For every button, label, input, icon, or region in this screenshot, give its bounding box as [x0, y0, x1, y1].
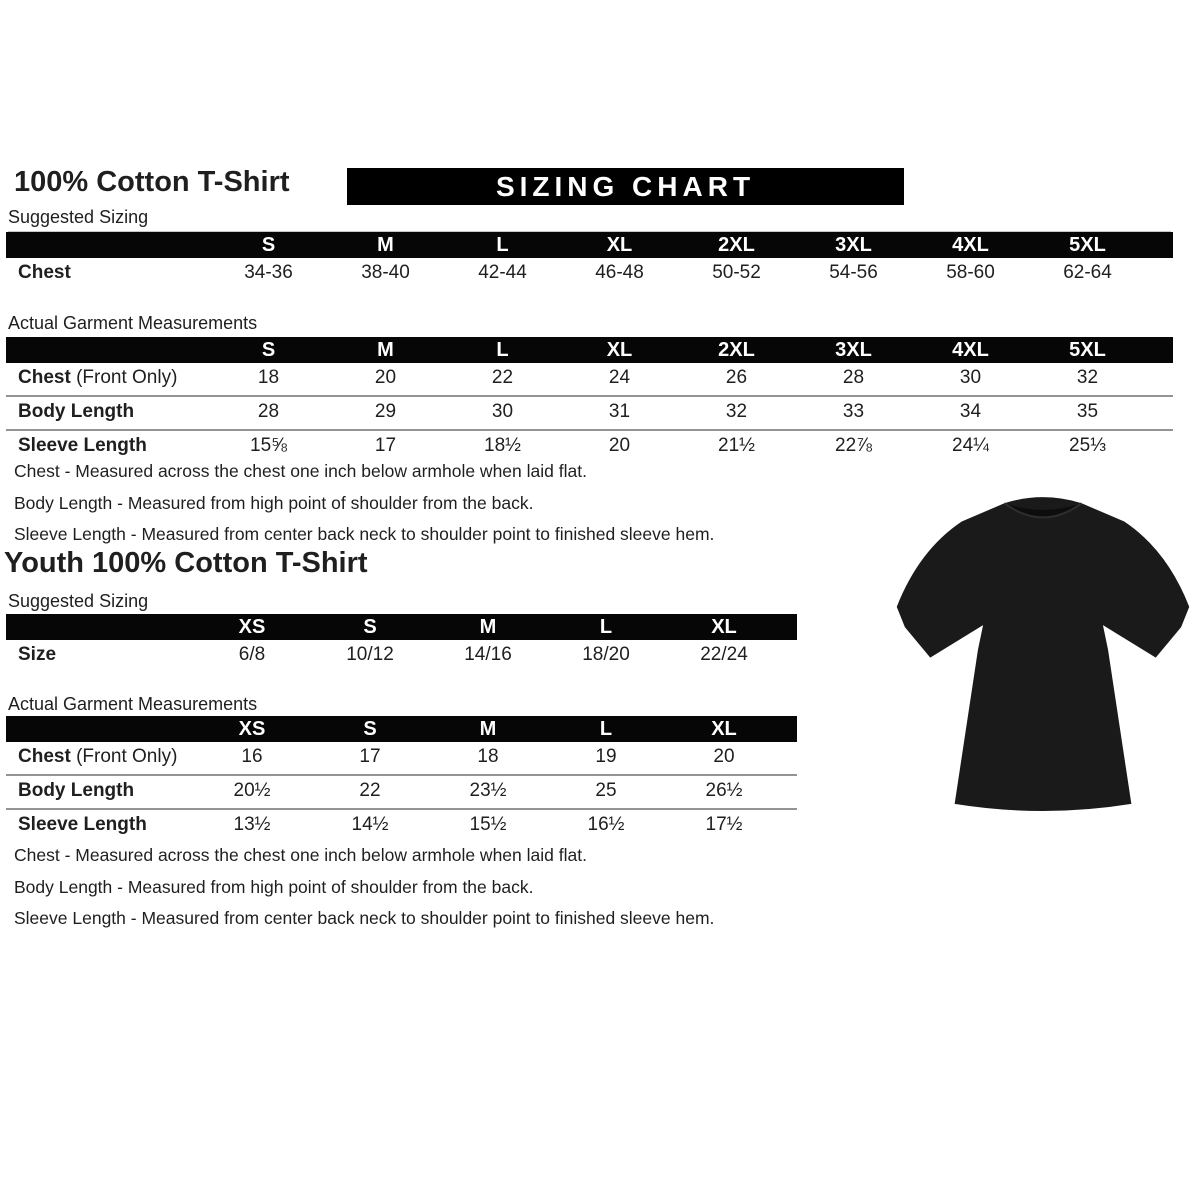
row-label-suffix: (Front Only): [70, 746, 178, 767]
measurement-cell: 31: [608, 401, 631, 422]
note-chest: Chest - Measured across the chest one inch below armhole when laid flat.: [14, 461, 587, 481]
row-pad: [783, 775, 797, 809]
header-corner: [6, 614, 193, 640]
size-column-header: XL: [561, 232, 678, 258]
measurement-cell: 23½: [469, 780, 507, 801]
size-column-header: M: [429, 614, 547, 640]
measurement-cell: 35: [1076, 401, 1099, 422]
row-pad: [783, 640, 797, 672]
table-row: [6, 258, 1173, 290]
table-row: [6, 396, 1173, 430]
measurement-cell: 17½: [705, 814, 743, 835]
size-column-header: S: [311, 614, 429, 640]
row-label-text: Chest: [18, 262, 71, 283]
measurement-cell: 18½: [484, 435, 521, 456]
measurement-cell: 18/20: [582, 644, 630, 665]
size-column-header: XL: [561, 337, 678, 363]
measurement-cell: 13½: [233, 814, 271, 835]
adult-measurement-notes: [14, 456, 714, 551]
size-column-header: 4XL: [912, 337, 1029, 363]
row-label-text: Body Length: [18, 401, 135, 422]
measurement-cell: 20: [374, 367, 397, 388]
measurement-cell: 20½: [233, 780, 271, 801]
header-pad: [1146, 232, 1173, 258]
size-column-header: M: [327, 232, 444, 258]
adult-garment-measurements-label: Actual Garment Measurements: [8, 313, 1171, 338]
measurement-cell: 58-60: [946, 262, 995, 283]
measurement-cell: 42-44: [478, 262, 527, 283]
adult-suggested-sizing-table: [6, 232, 1173, 290]
row-label-text: Sleeve Length: [18, 435, 147, 456]
measurement-cell: 17: [359, 746, 381, 767]
size-column-header: L: [444, 337, 561, 363]
size-column-header: 5XL: [1029, 337, 1146, 363]
header-corner: [6, 337, 210, 363]
row-label-text: Chest: [18, 746, 71, 767]
youth-garment-measurements-label: Actual Garment Measurements: [8, 694, 795, 719]
size-column-header: L: [444, 232, 561, 258]
row-label: [6, 258, 210, 290]
size-column-header: 2XL: [678, 232, 795, 258]
note-sleeve-length: Sleeve Length - Measured from center back neck to shoulder point to finished sleeve hem.: [14, 524, 715, 544]
row-label: [6, 396, 210, 430]
row-pad: [1146, 363, 1173, 396]
measurement-cell: 20: [713, 746, 735, 767]
measurement-cell: 22: [491, 367, 514, 388]
size-header-row: [6, 716, 797, 742]
measurement-cell: 34-36: [244, 262, 293, 283]
youth-suggested-sizing-table-grid: [6, 614, 797, 672]
adult-garment-measurements-table: [6, 337, 1173, 463]
size-column-header: S: [210, 232, 327, 258]
table-row: [6, 775, 797, 809]
header-corner: [6, 716, 193, 742]
row-pad: [1146, 430, 1173, 463]
page-title: 100% Cotton T-Shirt: [14, 166, 290, 198]
size-column-header: XS: [193, 716, 311, 742]
size-column-header: XL: [665, 614, 783, 640]
row-pad: [783, 809, 797, 842]
note-sleeve-length: Sleeve Length - Measured from center back neck to shoulder point to finished sleeve hem.: [14, 908, 715, 928]
size-header-row: [6, 614, 797, 640]
measurement-cell: 18: [257, 367, 280, 388]
header-pad: [1146, 337, 1173, 363]
measurement-cell: 24: [608, 367, 631, 388]
measurement-cell: 17: [374, 435, 397, 456]
sizing-chart-banner: SIZING CHART: [347, 168, 904, 205]
row-label-text: Body Length: [18, 780, 135, 801]
table-row: [6, 809, 797, 842]
measurement-cell: 22: [359, 780, 381, 801]
measurement-cell: 25: [595, 780, 617, 801]
measurement-cell: 19: [595, 746, 617, 767]
measurement-cell: 32: [1076, 367, 1099, 388]
measurement-cell: 50-52: [712, 262, 761, 283]
size-column-header: S: [210, 337, 327, 363]
measurement-cell: 46-48: [595, 262, 644, 283]
row-pad: [1146, 258, 1173, 290]
measurement-cell: 26½: [705, 780, 743, 801]
measurement-cell: 28: [842, 367, 865, 388]
measurement-cell: 15⅝: [250, 435, 287, 456]
size-column-header: M: [429, 716, 547, 742]
note-body-length: Body Length - Measured from high point of shoulder from the back.: [14, 492, 534, 513]
note-body-length: Body Length - Measured from high point of shoulder from the back.: [14, 876, 534, 897]
table-row: [6, 742, 797, 775]
measurement-cell: 30: [491, 401, 514, 422]
header-corner: [6, 232, 210, 258]
row-label-text: Sleeve Length: [18, 814, 147, 835]
measurement-cell: 29: [374, 401, 397, 422]
size-column-header: XS: [193, 614, 311, 640]
measurement-cell: 10/12: [346, 644, 394, 665]
size-column-header: XL: [665, 716, 783, 742]
row-label: [6, 775, 193, 809]
table-row: [6, 640, 797, 672]
size-header-row: [6, 232, 1173, 258]
measurement-cell: 22/24: [700, 644, 748, 665]
adult-suggested-sizing-label: Suggested Sizing: [8, 207, 1171, 232]
measurement-cell: 18: [477, 746, 499, 767]
header-pad: [783, 716, 797, 742]
tshirt-body: [897, 497, 1190, 811]
youth-garment-measurements-table-grid: [6, 716, 797, 842]
measurement-cell: 26: [725, 367, 748, 388]
measurement-cell: 34: [959, 401, 982, 422]
measurement-cell: 24¼: [952, 435, 989, 456]
adult-suggested-sizing-table-grid: [6, 232, 1173, 290]
size-column-header: M: [327, 337, 444, 363]
table-row: [6, 363, 1173, 396]
measurement-cell: 21½: [718, 435, 755, 456]
row-label: [6, 809, 193, 842]
measurement-cell: 16: [241, 746, 263, 767]
youth-suggested-sizing-table: [6, 614, 797, 672]
size-column-header: 3XL: [795, 232, 912, 258]
measurement-cell: 33: [842, 401, 865, 422]
youth-measurement-notes: [14, 840, 714, 935]
size-column-header: 3XL: [795, 337, 912, 363]
measurement-cell: 28: [257, 401, 280, 422]
measurement-cell: 22⅞: [835, 435, 872, 456]
measurement-cell: 15½: [469, 814, 507, 835]
measurement-cell: 16½: [587, 814, 625, 835]
row-label: [6, 640, 193, 672]
adult-garment-measurements-table-grid: [6, 337, 1173, 463]
measurement-cell: 6/8: [238, 644, 266, 665]
header-pad: [783, 614, 797, 640]
youth-suggested-sizing-label: Suggested Sizing: [8, 591, 795, 616]
note-chest: Chest - Measured across the chest one inch below armhole when laid flat.: [14, 845, 587, 865]
row-label-suffix: (Front Only): [70, 367, 178, 388]
measurement-cell: 25⅓: [1069, 435, 1106, 456]
measurement-cell: 62-64: [1063, 262, 1112, 283]
tshirt-image: [888, 487, 1198, 812]
row-label: [6, 742, 193, 775]
row-pad: [783, 742, 797, 775]
youth-garment-measurements-table: [6, 716, 797, 842]
size-column-header: L: [547, 716, 665, 742]
size-column-header: S: [311, 716, 429, 742]
measurement-cell: 30: [959, 367, 982, 388]
row-label-text: Chest: [18, 367, 71, 388]
size-header-row: [6, 337, 1173, 363]
measurement-cell: 54-56: [829, 262, 878, 283]
youth-section-title: Youth 100% Cotton T-Shirt: [4, 547, 368, 579]
measurement-cell: 14/16: [464, 644, 512, 665]
measurement-cell: 32: [725, 401, 748, 422]
row-pad: [1146, 396, 1173, 430]
measurement-cell: 38-40: [361, 262, 410, 283]
row-label-text: Size: [18, 644, 57, 665]
measurement-cell: 20: [608, 435, 631, 456]
size-column-header: 4XL: [912, 232, 1029, 258]
size-column-header: L: [547, 614, 665, 640]
size-column-header: 5XL: [1029, 232, 1146, 258]
measurement-cell: 14½: [351, 814, 389, 835]
row-label: [6, 363, 210, 396]
size-column-header: 2XL: [678, 337, 795, 363]
